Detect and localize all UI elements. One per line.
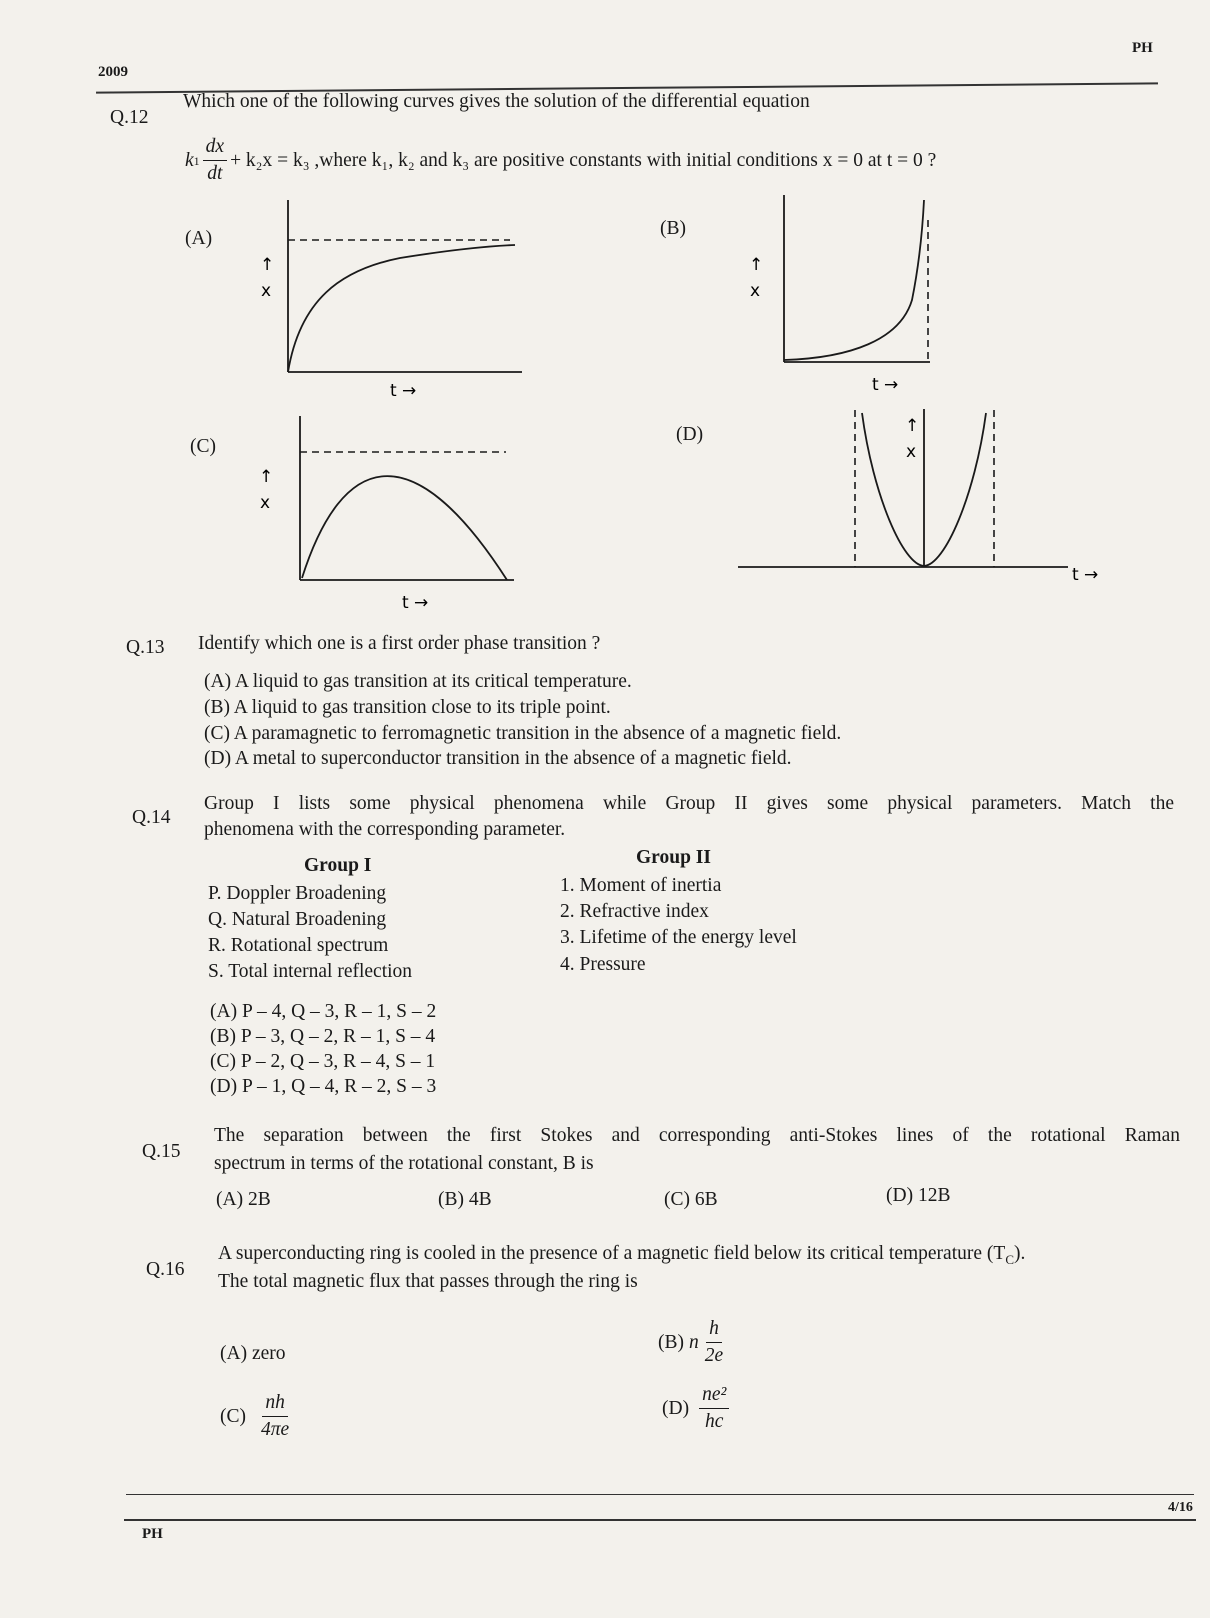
graph-c-arrow-up: ↑ bbox=[259, 467, 274, 487]
subject-code: PH bbox=[1132, 40, 1153, 56]
q12-eq-num: dx bbox=[203, 134, 227, 161]
q14-group2-title: Group II bbox=[636, 847, 711, 868]
q16-option-b-num: h bbox=[706, 1316, 722, 1343]
q14-option-c[interactable]: (C) P – 2, Q – 3, R – 4, S – 1 bbox=[210, 1051, 436, 1072]
q12-option-c[interactable]: (C) bbox=[190, 436, 216, 457]
q12-option-b[interactable]: (B) bbox=[660, 218, 686, 239]
q16-option-b[interactable] bbox=[658, 1316, 729, 1369]
q13-option-c[interactable]: (C) A paramagnetic to ferromagnetic transition in the absence of a magnetic field. bbox=[204, 723, 842, 744]
q16-option-b-den: 2e bbox=[704, 1345, 724, 1366]
graph-c bbox=[259, 412, 532, 613]
q12-eq-derivative bbox=[203, 134, 227, 187]
q14-option-b[interactable]: (B) P – 3, Q – 2, R – 1, S – 4 bbox=[210, 1026, 436, 1047]
graph-b-curve bbox=[784, 200, 924, 360]
graph-a-ylabel: x bbox=[261, 281, 272, 301]
graph-c-arrow-right: → bbox=[414, 593, 429, 613]
q16-text-end: ). bbox=[1013, 1243, 1026, 1264]
q16-number: Q.16 bbox=[146, 1259, 185, 1280]
q12-eq-prefix: k bbox=[185, 149, 194, 171]
q16-option-d-fraction bbox=[699, 1382, 729, 1435]
q14-group1-item-r: R. Rotational spectrum bbox=[208, 935, 389, 956]
q16-option-b-prefix: n bbox=[689, 1331, 699, 1353]
graph-a-arrow-right: → bbox=[402, 381, 417, 401]
q14-number: Q.14 bbox=[132, 807, 171, 828]
q12-number: Q.12 bbox=[110, 107, 149, 128]
q14-text-line1: Group I lists some physical phenomena while Group II gives some physical parameters. Match the bbox=[204, 793, 1174, 814]
q12-eq-rest: + k₂x = k₃ ,where k₁, k₂ and k₃ are positive constants with initial conditions x = 0 at t = 0 ? bbox=[230, 149, 937, 171]
graph-d-ylabel: x bbox=[906, 442, 917, 462]
q16-option-b-fraction bbox=[702, 1316, 726, 1369]
graph-b-arrow-right: → bbox=[884, 375, 899, 395]
graph-d-xlabel: t bbox=[1072, 565, 1079, 585]
graph-c-ylabel: x bbox=[260, 493, 271, 513]
graph-d-arrow-right: → bbox=[1084, 565, 1099, 585]
q14-group2-item-3: 3. Lifetime of the energy level bbox=[560, 927, 797, 948]
q13-number: Q.13 bbox=[126, 637, 165, 658]
footer-subject: PH bbox=[142, 1526, 163, 1542]
graph-b-arrow-up: ↑ bbox=[749, 255, 764, 275]
q12-option-d[interactable]: (D) bbox=[676, 424, 704, 445]
q14-group1-item-q: Q. Natural Broadening bbox=[208, 909, 387, 930]
graph-d bbox=[738, 405, 1128, 600]
page-number: 4/16 bbox=[1168, 1500, 1193, 1515]
q16-text-line1 bbox=[218, 1242, 1025, 1272]
graph-c-curve bbox=[302, 476, 507, 580]
q14-option-d[interactable]: (D) P – 1, Q – 4, R – 2, S – 3 bbox=[210, 1076, 437, 1097]
q15-text-line2: spectrum in terms of the rotational constant, B is bbox=[214, 1153, 594, 1174]
q14-group1-item-p: P. Doppler Broadening bbox=[208, 883, 387, 904]
q15-text-line1: The separation between the first Stokes and corresponding anti-Stokes lines of the rotational Raman bbox=[214, 1125, 1180, 1146]
q15-number: Q.15 bbox=[142, 1141, 181, 1162]
q16-text-sub: C bbox=[1005, 1251, 1014, 1267]
graph-a bbox=[240, 200, 530, 400]
graph-b-xlabel: t bbox=[872, 375, 879, 395]
graph-a-curve bbox=[288, 245, 515, 372]
q16-option-d-label: (D) bbox=[662, 1397, 690, 1419]
q16-option-c-label: (C) bbox=[220, 1405, 246, 1427]
footer-rule-top bbox=[126, 1494, 1194, 1495]
q12-eq-den: dt bbox=[207, 163, 223, 184]
q15-option-c[interactable]: (C) 6B bbox=[664, 1189, 718, 1210]
q16-option-c-fraction bbox=[258, 1390, 292, 1443]
q14-group2-item-4: 4. Pressure bbox=[560, 954, 646, 975]
q16-option-d-den: hc bbox=[705, 1411, 724, 1432]
q15-option-b[interactable]: (B) 4B bbox=[438, 1189, 492, 1210]
q16-option-c-den: 4πe bbox=[261, 1419, 290, 1440]
q14-group1-item-s: S. Total internal reflection bbox=[208, 961, 413, 982]
q15-option-d[interactable]: (D) 12B bbox=[886, 1185, 951, 1206]
q16-text-main: A superconducting ring is cooled in the presence of a magnetic field below its critical temperature (T bbox=[218, 1243, 1006, 1264]
q16-option-c[interactable] bbox=[220, 1390, 295, 1443]
q16-option-d-num: ne² bbox=[699, 1382, 729, 1409]
q13-option-d[interactable]: (D) A metal to superconductor transition in the absence of a magnetic field. bbox=[204, 748, 792, 769]
q13-option-a[interactable]: (A) A liquid to gas transition at its critical temperature. bbox=[204, 671, 632, 692]
graph-b bbox=[740, 190, 960, 400]
q13-text: Identify which one is a first order phase transition ? bbox=[198, 633, 601, 654]
q15-option-a[interactable]: (A) 2B bbox=[216, 1189, 271, 1210]
q14-text-line2: phenomena with the corresponding parameter. bbox=[204, 819, 566, 840]
q16-option-c-num: nh bbox=[262, 1390, 288, 1417]
q12-text: Which one of the following curves gives the solution of the differential equation bbox=[183, 91, 810, 112]
q14-group2-item-2: 2. Refractive index bbox=[560, 901, 709, 922]
q16-option-b-label: (B) bbox=[658, 1331, 684, 1353]
graph-d-arrow-up: ↑ bbox=[905, 416, 920, 436]
q12-equation: k 1 $\frac{dx}{dt}$ + k₂x = k₃ ,where k₁, k₂ and k₃ are positive constants with initial conditions x = 0 at t = 0 ? bbox=[185, 134, 936, 187]
graph-a-arrow-up: ↑ bbox=[260, 255, 275, 275]
q14-group2-item-1: 1. Moment of inertia bbox=[560, 875, 722, 896]
graph-b-ylabel: x bbox=[750, 281, 761, 301]
q16-option-a[interactable]: (A) zero bbox=[220, 1343, 286, 1364]
q16-text-line2: The total magnetic flux that passes through the ring is bbox=[218, 1271, 638, 1292]
exam-year: 2009 bbox=[98, 64, 128, 80]
q14-option-a[interactable]: (A) P – 4, Q – 3, R – 1, S – 2 bbox=[210, 1001, 437, 1022]
graph-c-xlabel: t bbox=[402, 593, 409, 613]
q14-group1-title: Group I bbox=[304, 855, 372, 876]
footer-rule bbox=[124, 1519, 1196, 1521]
q16-option-d[interactable] bbox=[662, 1382, 732, 1435]
graph-a-xlabel: t bbox=[390, 381, 397, 401]
q13-option-b[interactable]: (B) A liquid to gas transition close to its triple point. bbox=[204, 697, 611, 718]
q12-option-a[interactable]: (A) bbox=[185, 228, 213, 249]
